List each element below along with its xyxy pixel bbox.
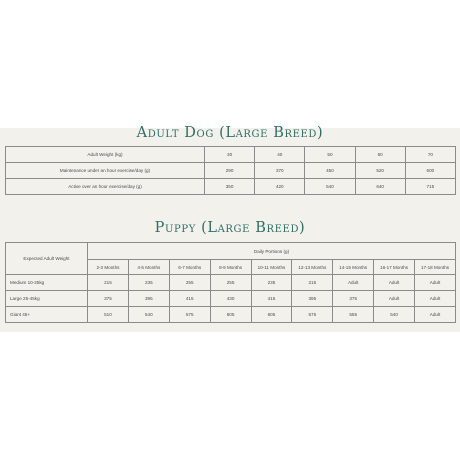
table-cell: 375 (88, 291, 129, 307)
puppy-row-header: Expected Adult Weight (6, 243, 88, 275)
column-header: 10-11 Months (251, 260, 292, 275)
table-row (6, 179, 456, 195)
table-cell: 520 (355, 163, 405, 179)
row-label: Adult Weight (kg) (6, 147, 205, 163)
table-row (6, 147, 456, 163)
column-header: 4-5 Months (128, 260, 169, 275)
table-cell: 350 (205, 179, 255, 195)
table-cell: 605 (251, 307, 292, 323)
table-cell: 395 (292, 291, 333, 307)
column-header: 6-7 Months (169, 260, 210, 275)
table-cell: Adult (415, 275, 456, 291)
row-label: Active over an hour exercise/day (g) (6, 179, 205, 195)
table-cell: 370 (255, 163, 305, 179)
row-label: Large 25-45kg (6, 291, 88, 307)
table-cell: 60 (355, 147, 405, 163)
table-cell: 30 (205, 147, 255, 163)
column-header: 16-17 Months (374, 260, 415, 275)
table-cell: 255 (169, 275, 210, 291)
table-cell: 415 (251, 291, 292, 307)
table-cell: 450 (305, 163, 355, 179)
table-cell: Adult (374, 291, 415, 307)
table-cell: 555 (333, 307, 374, 323)
table-cell: 600 (405, 163, 455, 179)
table-cell: 540 (128, 307, 169, 323)
table-cell: 255 (210, 275, 251, 291)
table-cell: Adult (333, 275, 374, 291)
column-header: 8-9 Months (210, 260, 251, 275)
table-cell: 290 (205, 163, 255, 179)
column-header: 12-13 Months (292, 260, 333, 275)
puppy-feeding-table (5, 242, 456, 323)
table-cell: 540 (305, 179, 355, 195)
table-cell: 215 (88, 275, 129, 291)
table-row (6, 163, 456, 179)
table-row (6, 275, 456, 291)
table-cell: 420 (255, 179, 305, 195)
table-cell: 575 (292, 307, 333, 323)
table-cell: 70 (405, 147, 455, 163)
column-header: 17-18 Months (415, 260, 456, 275)
row-label: Giant 45+ (6, 307, 88, 323)
adult-dog-title: Adult Dog (Large Breed) (136, 125, 324, 141)
table-cell: 395 (128, 291, 169, 307)
row-label: Medium 10-25kg (6, 275, 88, 291)
column-header: 2-3 Months (88, 260, 129, 275)
table-cell: 235 (251, 275, 292, 291)
table-cell: 375 (333, 291, 374, 307)
table-cell: Adult (374, 275, 415, 291)
table-cell: 605 (210, 307, 251, 323)
table-cell: Adult (415, 291, 456, 307)
table-cell: 40 (255, 147, 305, 163)
table-cell: 415 (169, 291, 210, 307)
table-cell: 540 (374, 307, 415, 323)
puppy-title: Puppy (Large Breed) (154, 220, 306, 236)
puppy-group-header: Daily Portions (g) (88, 243, 456, 260)
table-row (6, 307, 456, 323)
table-cell: 430 (210, 291, 251, 307)
table-cell: Adult (415, 307, 456, 323)
adult-feeding-table (5, 146, 456, 195)
table-cell: 575 (169, 307, 210, 323)
table-cell: 50 (305, 147, 355, 163)
row-label: Maintenance under an hour exercise/day (g) (6, 163, 205, 179)
table-cell: 215 (292, 275, 333, 291)
table-cell: 640 (355, 179, 405, 195)
table-row (6, 291, 456, 307)
table-cell: 510 (88, 307, 129, 323)
column-header: 14-15 Months (333, 260, 374, 275)
table-cell: 235 (128, 275, 169, 291)
table-cell: 715 (405, 179, 455, 195)
